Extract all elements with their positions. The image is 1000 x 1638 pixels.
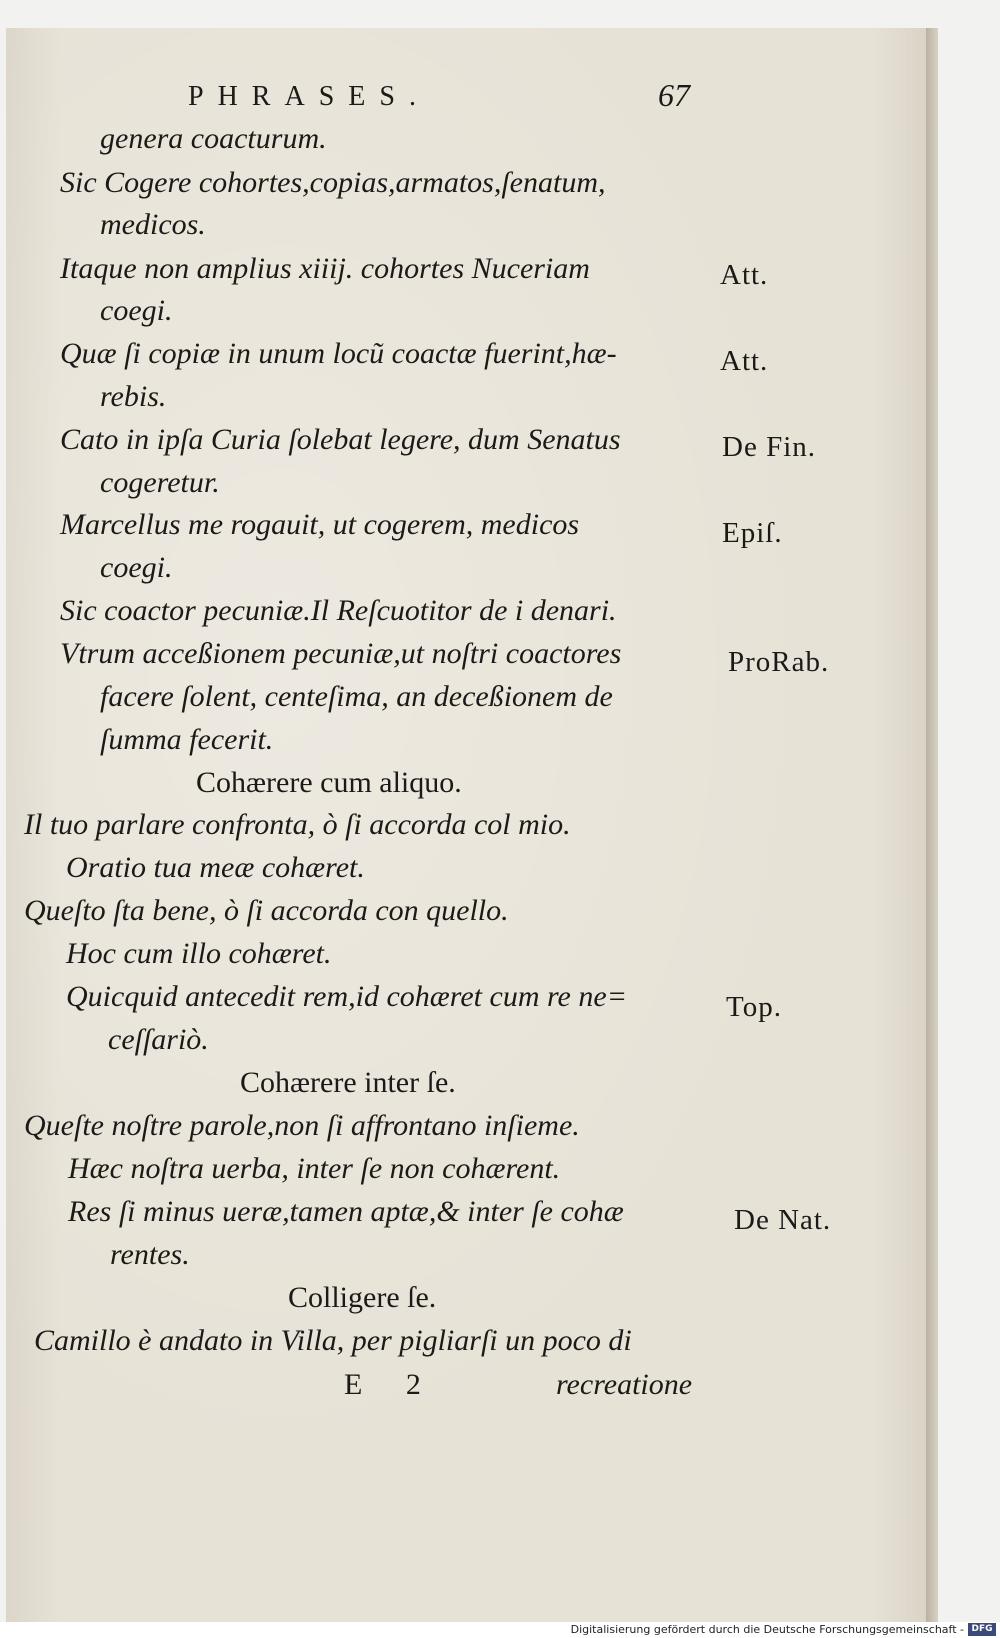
signature-mark: E 2	[344, 1368, 439, 1401]
text-line: Il tuo parlare confronta, ò ſi accorda col mio.	[24, 808, 571, 841]
text-line: cogeretur.	[100, 466, 220, 499]
marginal-reference: Att.	[720, 259, 769, 291]
marginal-reference: De Nat.	[734, 1204, 832, 1236]
phrase-heading: Cohærere cum aliquo.	[196, 766, 462, 799]
text-line: Cato in ipſa Curia ſolebat legere, dum Senatus	[60, 423, 621, 456]
page-edge	[926, 28, 938, 1626]
text-line: Camillo è andato in Villa, per pigliarſi un poco di	[34, 1324, 632, 1357]
text-line: ſumma fecerit.	[100, 723, 274, 756]
text-line: ceſſariò.	[108, 1023, 209, 1056]
phrase-heading: Colligere ſe.	[288, 1281, 437, 1314]
text-line: Vtrum acceßionem pecuniæ,ut noſtri coactores	[60, 637, 622, 670]
text-line: Quicquid antecedit rem,id cohæret cum re ne=	[66, 980, 627, 1013]
text-line: coegi.	[100, 294, 173, 327]
marginal-reference: De Fin.	[722, 431, 816, 463]
marginal-reference: Top.	[726, 991, 782, 1023]
text-line: Quæ ſi copiæ in unum locũ coactæ fuerint,hæ-	[60, 337, 617, 370]
text-line: Sic Cogere cohortes,copias,armatos,ſenatum,	[60, 166, 606, 199]
marginal-reference: Epiſ.	[722, 517, 783, 549]
text-line: Res ſi minus ueræ,tamen aptæ,& inter ſe cohæ	[68, 1195, 624, 1228]
text-line: Hæc noſtra uerba, inter ſe non cohærent.	[68, 1152, 561, 1185]
dfg-logo: DFG	[968, 1623, 996, 1636]
text-line: facere ſolent, centeſima, an deceßionem de	[100, 680, 613, 713]
phrase-heading: Cohærere inter ſe.	[240, 1066, 456, 1099]
text-line: rebis.	[100, 380, 167, 413]
text-line: medicos.	[100, 208, 206, 241]
marginal-reference: Att.	[720, 345, 769, 377]
text-line: Oratio tua meæ cohæret.	[66, 851, 365, 884]
page-number: 67	[658, 77, 690, 113]
text-line: Itaque non amplius xiiij. cohortes Nuceriam	[60, 252, 590, 285]
text-line: coegi.	[100, 551, 173, 584]
text-line: Sic coactor pecuniæ.Il Reſcuotitor de i denari.	[60, 594, 617, 627]
text-line: rentes.	[110, 1238, 190, 1271]
text-line: Queſte noſtre parole,non ſi affrontano inſieme.	[24, 1109, 580, 1142]
text-line: Marcellus me rogauit, ut cogerem, medicos	[60, 508, 580, 541]
marginal-reference: ProRab.	[728, 646, 830, 678]
text-line: Queſto ſta bene, ò ſi accorda con quello.	[24, 894, 509, 927]
funding-credit: Digitalisierung gefördert durch die Deutsche Forschungsgemeinschaft -	[570, 1623, 964, 1636]
running-title: PHRASES.	[188, 81, 430, 112]
text-line: Hoc cum illo cohæret.	[66, 937, 332, 970]
catchword: recreatione	[556, 1368, 693, 1401]
text-line: genera coacturum.	[100, 122, 327, 155]
